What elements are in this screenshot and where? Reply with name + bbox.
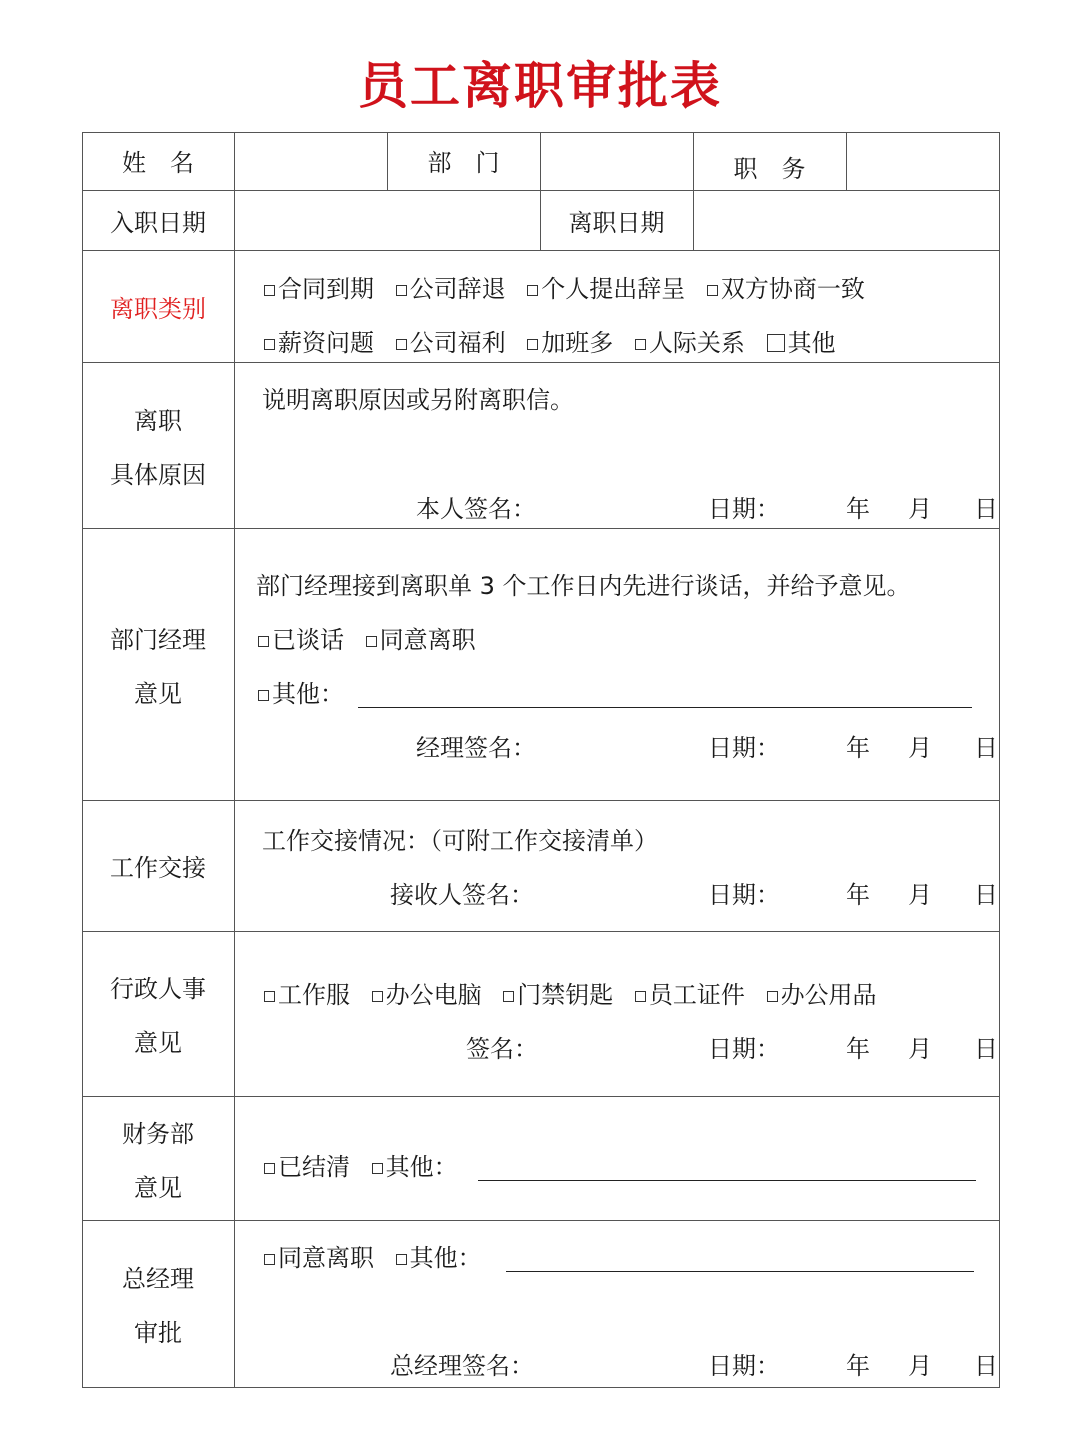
label-column-divider bbox=[234, 132, 235, 1388]
date-label: 日期： bbox=[708, 495, 780, 523]
checkbox-icon[interactable] bbox=[767, 334, 785, 352]
checkbox-icon[interactable] bbox=[527, 285, 538, 296]
checkbox-option[interactable]: 办公电脑 bbox=[372, 981, 482, 1009]
row-divider bbox=[82, 931, 1000, 932]
checkbox-option[interactable]: 办公用品 bbox=[767, 981, 877, 1009]
date-day: 日 bbox=[974, 881, 998, 909]
checkbox-option[interactable]: 门禁钥匙 bbox=[503, 981, 613, 1009]
checkbox-option[interactable]: 同意离职 bbox=[366, 626, 476, 654]
gm-label-line2: 审批 bbox=[134, 1319, 182, 1347]
other-input-line[interactable] bbox=[478, 1180, 976, 1181]
reason-input-area[interactable] bbox=[252, 422, 982, 480]
checkbox-option[interactable]: 其他： bbox=[396, 1244, 482, 1272]
signature-label: 总经理签名： bbox=[390, 1352, 534, 1380]
checkbox-icon[interactable] bbox=[372, 991, 383, 1002]
checkbox-option[interactable]: 公司辞退 bbox=[396, 275, 506, 303]
checkbox-option[interactable]: 薪资问题 bbox=[264, 329, 374, 357]
department-label: 部 门 bbox=[427, 149, 500, 177]
dept-manager-instruction: 部门经理接到离职单 3 个工作日内先进行谈话，并给予意见。 bbox=[256, 572, 911, 600]
checkbox-icon[interactable] bbox=[527, 339, 538, 350]
checkbox-icon[interactable] bbox=[503, 991, 514, 1002]
gm-options bbox=[264, 1243, 482, 1273]
date-label: 日期： bbox=[708, 881, 780, 909]
date-year: 年 bbox=[846, 881, 870, 909]
checkbox-option[interactable]: 加班多 bbox=[527, 329, 613, 357]
checkbox-option[interactable]: 人际关系 bbox=[635, 329, 745, 357]
checkbox-option[interactable]: 工作服 bbox=[264, 981, 350, 1009]
checkbox-option[interactable]: 其他： bbox=[258, 680, 344, 708]
dept-manager-other bbox=[258, 679, 344, 709]
row-divider bbox=[82, 800, 1000, 801]
checkbox-icon[interactable] bbox=[264, 991, 275, 1002]
date-year: 年 bbox=[846, 1035, 870, 1063]
date-month: 月 bbox=[908, 1035, 932, 1063]
dept-manager-options bbox=[258, 625, 490, 655]
date-day: 日 bbox=[974, 734, 998, 762]
date-year: 年 bbox=[846, 734, 870, 762]
finance-label-line2: 意见 bbox=[134, 1174, 182, 1202]
date-label: 日期： bbox=[708, 1352, 780, 1380]
checkbox-icon[interactable] bbox=[264, 285, 275, 296]
reason-label-line1: 离职 bbox=[134, 407, 182, 435]
checkbox-icon[interactable] bbox=[264, 1254, 275, 1265]
other-input-line[interactable] bbox=[358, 707, 972, 708]
checkbox-icon[interactable] bbox=[264, 1163, 275, 1174]
leave-type-options-row2 bbox=[264, 328, 850, 358]
reason-instruction: 说明离职原因或另附离职信。 bbox=[262, 386, 574, 414]
handover-label: 工作交接 bbox=[110, 854, 206, 882]
date-year: 年 bbox=[846, 1352, 870, 1380]
leave-date-field[interactable] bbox=[694, 191, 998, 249]
date-year: 年 bbox=[846, 495, 870, 523]
checkbox-option[interactable]: 合同到期 bbox=[264, 275, 374, 303]
page-title: 员工离职审批表 bbox=[358, 57, 722, 115]
join-date-field[interactable] bbox=[235, 191, 539, 249]
finance-options bbox=[264, 1152, 458, 1182]
date-month: 月 bbox=[908, 734, 932, 762]
date-month: 月 bbox=[908, 1352, 932, 1380]
dept-manager-label-line1: 部门经理 bbox=[110, 626, 206, 654]
checkbox-option[interactable]: 已谈话 bbox=[258, 626, 344, 654]
row-divider bbox=[82, 1220, 1000, 1221]
gm-label-line1: 总经理 bbox=[122, 1265, 194, 1293]
checkbox-option[interactable]: 已结清 bbox=[264, 1153, 350, 1181]
checkbox-option[interactable]: 员工证件 bbox=[635, 981, 745, 1009]
checkbox-option[interactable]: 公司福利 bbox=[396, 329, 506, 357]
finance-label-line1: 财务部 bbox=[122, 1120, 194, 1148]
department-field[interactable] bbox=[541, 133, 692, 189]
date-day: 日 bbox=[974, 1035, 998, 1063]
checkbox-option[interactable]: 其他： bbox=[372, 1153, 458, 1181]
handover-instruction: 工作交接情况：（可附工作交接清单） bbox=[262, 827, 658, 855]
checkbox-icon[interactable] bbox=[264, 339, 275, 350]
checkbox-icon[interactable] bbox=[635, 339, 646, 350]
leave-date-label: 离职日期 bbox=[568, 209, 665, 237]
checkbox-option[interactable]: 个人提出辞呈 bbox=[527, 275, 685, 303]
row-divider bbox=[82, 528, 1000, 529]
checkbox-icon[interactable] bbox=[258, 690, 269, 701]
checkbox-option[interactable]: 同意离职 bbox=[264, 1244, 374, 1272]
dept-manager-label-line2: 意见 bbox=[134, 680, 182, 708]
checkbox-icon[interactable] bbox=[366, 636, 377, 647]
date-day: 日 bbox=[974, 495, 998, 523]
leave-type-label: 离职类别 bbox=[110, 295, 206, 323]
checkbox-icon[interactable] bbox=[372, 1163, 383, 1174]
name-label: 姓 名 bbox=[122, 149, 194, 177]
approval-form bbox=[82, 132, 1000, 1388]
signature-label: 签名： bbox=[466, 1035, 538, 1063]
row-divider bbox=[82, 1096, 1000, 1097]
signature-label: 经理签名： bbox=[416, 734, 536, 762]
reason-label-line2: 具体原因 bbox=[110, 461, 206, 489]
position-label: 职 务 bbox=[733, 155, 806, 183]
date-label: 日期： bbox=[708, 1035, 780, 1063]
checkbox-icon[interactable] bbox=[258, 636, 269, 647]
checkbox-icon[interactable] bbox=[767, 991, 778, 1002]
date-month: 月 bbox=[908, 495, 932, 523]
checkbox-icon[interactable] bbox=[635, 991, 646, 1002]
date-day: 日 bbox=[974, 1352, 998, 1380]
checkbox-icon[interactable] bbox=[707, 285, 718, 296]
join-date-label: 入职日期 bbox=[110, 209, 206, 237]
name-field[interactable] bbox=[235, 133, 386, 189]
date-label: 日期： bbox=[708, 734, 780, 762]
leave-type-options-row1 bbox=[264, 274, 879, 304]
other-input-line[interactable] bbox=[506, 1271, 974, 1272]
table-border-bottom bbox=[82, 1387, 1000, 1388]
signature-label: 本人签名： bbox=[416, 495, 536, 523]
checkbox-option[interactable]: 其他 bbox=[767, 329, 836, 357]
checkbox-icon[interactable] bbox=[396, 339, 407, 350]
hr-options bbox=[264, 980, 891, 1010]
signature-label: 接收人签名： bbox=[390, 881, 534, 909]
checkbox-icon[interactable] bbox=[396, 1254, 407, 1265]
checkbox-option[interactable]: 双方协商一致 bbox=[707, 275, 865, 303]
checkbox-icon[interactable] bbox=[396, 285, 407, 296]
row-divider bbox=[82, 250, 1000, 251]
hr-label-line1: 行政人事 bbox=[110, 975, 206, 1003]
table-border-right bbox=[999, 132, 1000, 1388]
hr-label-line2: 意见 bbox=[134, 1029, 182, 1057]
position-field[interactable] bbox=[847, 133, 998, 189]
row-divider bbox=[82, 362, 1000, 363]
date-month: 月 bbox=[908, 881, 932, 909]
